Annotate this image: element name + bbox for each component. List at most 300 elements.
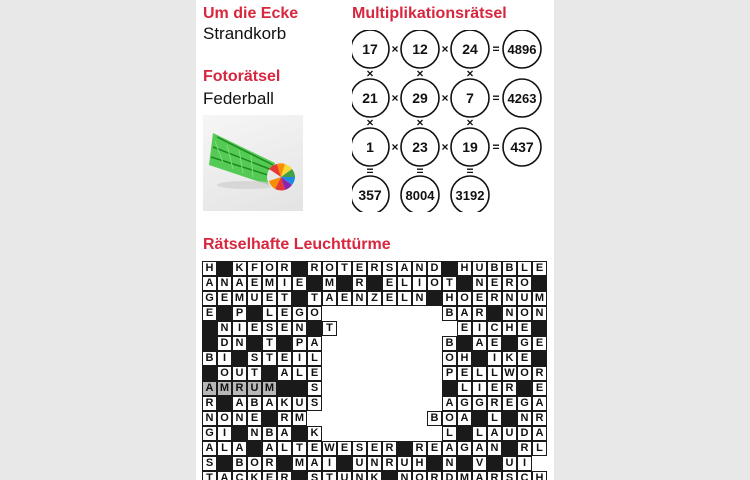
fotoraetsel-title: Fotorätsel [203, 68, 281, 85]
grid-letter-cell: E [532, 336, 547, 351]
grid-letter-cell: R [277, 411, 292, 426]
grid-letter-cell: I [322, 456, 337, 471]
grid-black-cell [277, 381, 292, 396]
grid-letter-cell: A [457, 306, 472, 321]
grid-letter-cell: I [517, 456, 532, 471]
grid-letter-cell: N [517, 411, 532, 426]
equals-sign: = [466, 164, 474, 178]
grid-black-cell [472, 351, 487, 366]
grid-black-cell [487, 456, 502, 471]
grid-letter-cell: N [247, 426, 262, 441]
grid-letter-cell: O [217, 411, 232, 426]
grid-black-cell [502, 441, 517, 456]
shuttlecock-photo [203, 115, 303, 211]
grid-letter-cell: R [367, 261, 382, 276]
grid-black-cell [277, 336, 292, 351]
grid-letter-cell: S [502, 471, 517, 480]
grid-letter-cell: E [382, 291, 397, 306]
grid-letter-cell: U [397, 456, 412, 471]
grid-letter-cell: U [517, 291, 532, 306]
grid-letter-cell: G [202, 291, 217, 306]
grid-letter-cell: R [232, 381, 247, 396]
grid-black-cell [472, 411, 487, 426]
grid-letter-cell: H [457, 261, 472, 276]
grid-letter-cell: R [382, 456, 397, 471]
grid-black-cell [367, 276, 382, 291]
equals-sign: = [492, 140, 500, 154]
grid-letter-cell: O [307, 306, 322, 321]
grid-letter-cell: O [427, 276, 442, 291]
mult-result-c1: 8004 [405, 188, 435, 203]
mult-value-r0c3: 4896 [507, 42, 537, 57]
grid-letter-cell: N [532, 306, 547, 321]
grid-letter-cell: T [337, 261, 352, 276]
grid-letter-cell: E [427, 441, 442, 456]
mult-value-r0c0: 17 [362, 41, 378, 57]
grid-black-cell [427, 291, 442, 306]
grid-letter-cell: K [502, 351, 517, 366]
grid-letter-cell: A [397, 261, 412, 276]
grid-letter-cell: E [337, 291, 352, 306]
grid-letter-cell: D [517, 426, 532, 441]
grid-letter-cell: I [217, 351, 232, 366]
grid-letter-cell: M [262, 381, 277, 396]
grid-letter-cell: U [247, 381, 262, 396]
grid-letter-cell: N [352, 291, 367, 306]
grid-letter-cell: A [202, 276, 217, 291]
grid-letter-cell: M [322, 276, 337, 291]
grid-letter-cell: N [502, 306, 517, 321]
mult-value-r2c1: 23 [412, 139, 428, 155]
grid-letter-cell: M [217, 381, 232, 396]
grid-black-cell [457, 426, 472, 441]
times-sign: × [416, 66, 424, 81]
grid-letter-cell: E [517, 351, 532, 366]
grid-letter-cell: T [277, 291, 292, 306]
grid-letter-cell: R [427, 471, 442, 480]
times-sign: × [466, 115, 474, 130]
grid-letter-cell: L [517, 261, 532, 276]
grid-letter-cell: M [292, 411, 307, 426]
grid-black-cell [532, 276, 547, 291]
grid-black-cell [532, 351, 547, 366]
grid-letter-cell: B [232, 456, 247, 471]
grid-letter-cell: N [367, 456, 382, 471]
grid-black-cell [217, 306, 232, 321]
grid-letter-cell: S [202, 456, 217, 471]
times-sign: × [391, 91, 399, 105]
grid-letter-cell: H [532, 471, 547, 480]
equals-sign: = [492, 91, 500, 105]
grid-letter-cell: R [277, 471, 292, 480]
grid-letter-cell: R [202, 396, 217, 411]
grid-letter-cell: I [292, 351, 307, 366]
grid-letter-cell: A [472, 471, 487, 480]
grid-letter-cell: G [202, 426, 217, 441]
grid-letter-cell: M [232, 291, 247, 306]
times-sign: × [441, 140, 449, 154]
grid-letter-cell: M [292, 456, 307, 471]
grid-letter-cell: D [427, 261, 442, 276]
grid-letter-cell: L [487, 411, 502, 426]
times-sign: × [391, 42, 399, 56]
grid-letter-cell: A [232, 396, 247, 411]
grid-letter-cell: E [337, 441, 352, 456]
grid-letter-cell: S [352, 441, 367, 456]
grid-letter-cell: N [412, 261, 427, 276]
grid-letter-cell: E [367, 441, 382, 456]
times-sign: × [366, 115, 374, 130]
grid-letter-cell: W [502, 366, 517, 381]
grid-black-cell [292, 291, 307, 306]
grid-letter-cell: A [277, 366, 292, 381]
grid-letter-cell: O [247, 456, 262, 471]
grid-letter-cell: B [202, 351, 217, 366]
grid-letter-cell: G [472, 396, 487, 411]
grid-letter-cell: E [457, 321, 472, 336]
grid-letter-cell: A [277, 426, 292, 441]
times-sign: × [366, 66, 374, 81]
grid-letter-cell: I [232, 321, 247, 336]
times-sign: × [416, 115, 424, 130]
grid-letter-cell: E [277, 306, 292, 321]
grid-letter-cell: N [472, 276, 487, 291]
grid-letter-cell: L [292, 366, 307, 381]
grid-letter-cell: U [352, 456, 367, 471]
grid-black-cell [442, 261, 457, 276]
grid-letter-cell: R [307, 261, 322, 276]
grid-letter-cell: E [487, 381, 502, 396]
grid-letter-cell: N [232, 411, 247, 426]
grid-letter-cell: R [487, 396, 502, 411]
puzzle-page [196, 0, 554, 480]
grid-letter-cell: T [307, 291, 322, 306]
grid-letter-cell: A [202, 441, 217, 456]
mult-result-c2: 3192 [455, 188, 485, 203]
grid-letter-cell: A [532, 396, 547, 411]
grid-letter-cell: V [472, 456, 487, 471]
grid-letter-cell: B [262, 426, 277, 441]
grid-letter-cell: B [487, 261, 502, 276]
grid-letter-cell: P [292, 336, 307, 351]
grid-letter-cell: E [382, 276, 397, 291]
grid-letter-cell: L [277, 441, 292, 456]
grid-letter-cell: M [532, 291, 547, 306]
grid-letter-cell: A [322, 291, 337, 306]
grid-letter-cell: O [322, 261, 337, 276]
mult-value-r1c3: 4263 [507, 91, 537, 106]
grid-letter-cell: O [442, 411, 457, 426]
grid-letter-cell: Z [367, 291, 382, 306]
grid-black-cell [232, 426, 247, 441]
grid-letter-cell: L [532, 441, 547, 456]
grid-letter-cell: N [217, 276, 232, 291]
mult-value-r0c1: 12 [412, 41, 428, 57]
grid-black-cell [247, 306, 262, 321]
grid-letter-cell: N [202, 411, 217, 426]
grid-letter-cell: T [442, 276, 457, 291]
grid-letter-cell: K [367, 471, 382, 480]
grid-letter-cell: O [517, 276, 532, 291]
grid-letter-cell: B [442, 306, 457, 321]
grid-letter-cell: W [322, 441, 337, 456]
grid-letter-cell: G [457, 441, 472, 456]
grid-letter-cell: F [247, 261, 262, 276]
grid-letter-cell: H [202, 261, 217, 276]
um-die-ecke-answer: Strandkorb [203, 24, 287, 43]
grid-letter-cell: M [262, 276, 277, 291]
grid-letter-cell: S [382, 261, 397, 276]
grid-letter-cell: E [352, 261, 367, 276]
grid-letter-cell: O [517, 306, 532, 321]
mult-value-r1c2: 7 [466, 90, 474, 106]
grid-letter-cell: R [502, 276, 517, 291]
grid-black-cell [262, 366, 277, 381]
grid-letter-cell: U [502, 426, 517, 441]
grid-letter-cell: E [262, 291, 277, 306]
grid-black-cell [202, 321, 217, 336]
grid-letter-cell: L [397, 276, 412, 291]
grid-letter-cell: S [307, 471, 322, 480]
grid-letter-cell: R [532, 366, 547, 381]
grid-letter-cell: U [337, 471, 352, 480]
grid-letter-cell: K [247, 471, 262, 480]
grid-black-cell [217, 396, 232, 411]
grid-letter-cell: L [487, 366, 502, 381]
grid-black-cell [337, 276, 352, 291]
grid-black-cell [292, 261, 307, 276]
times-sign: × [466, 66, 474, 81]
times-sign: × [441, 91, 449, 105]
grid-letter-cell: A [307, 336, 322, 351]
grid-letter-cell: L [307, 351, 322, 366]
grid-letter-cell: I [217, 426, 232, 441]
grid-black-cell [292, 471, 307, 480]
mult-value-r2c2: 19 [462, 139, 478, 155]
grid-letter-cell: R [262, 456, 277, 471]
grid-letter-cell: N [487, 441, 502, 456]
grid-letter-cell: N [412, 291, 427, 306]
grid-letter-cell: C [517, 471, 532, 480]
grid-letter-cell: O [442, 351, 457, 366]
grid-black-cell [202, 336, 217, 351]
grid-black-cell [262, 411, 277, 426]
grid-letter-cell: A [487, 426, 502, 441]
mult-value-r2c0: 1 [366, 139, 374, 155]
grid-letter-cell: K [307, 426, 322, 441]
grid-black-cell [457, 276, 472, 291]
grid-letter-cell: B [502, 261, 517, 276]
grid-letter-cell: L [397, 291, 412, 306]
grid-letter-cell: C [487, 321, 502, 336]
grid-letter-cell: E [262, 471, 277, 480]
grid-letter-cell: G [517, 336, 532, 351]
grid-letter-cell: E [217, 291, 232, 306]
grid-letter-cell: D [442, 471, 457, 480]
grid-black-cell [442, 381, 457, 396]
grid-letter-cell: K [232, 261, 247, 276]
grid-letter-cell: H [457, 351, 472, 366]
grid-letter-cell: I [472, 321, 487, 336]
grid-letter-cell: U [472, 261, 487, 276]
grid-black-cell [457, 456, 472, 471]
grid-black-cell [307, 321, 322, 336]
grid-letter-cell: U [247, 291, 262, 306]
mult-result-c0: 357 [358, 187, 382, 203]
grid-letter-cell: B [442, 336, 457, 351]
grid-letter-cell: A [442, 441, 457, 456]
grid-black-cell [487, 306, 502, 321]
grid-letter-cell: E [247, 276, 262, 291]
grid-letter-cell: R [487, 291, 502, 306]
mult-value-r1c1: 29 [412, 90, 428, 106]
grid-letter-cell: H [412, 456, 427, 471]
grid-letter-cell: S [262, 321, 277, 336]
grid-black-cell [217, 456, 232, 471]
grid-letter-cell: E [247, 321, 262, 336]
grid-letter-cell: A [232, 276, 247, 291]
grid-letter-cell: D [217, 336, 232, 351]
grid-letter-cell: E [307, 366, 322, 381]
grid-letter-cell: I [472, 381, 487, 396]
grid-letter-cell: N [217, 321, 232, 336]
grid-letter-cell: E [307, 441, 322, 456]
grid-letter-cell: E [202, 306, 217, 321]
grid-letter-cell: R [517, 441, 532, 456]
grid-letter-cell: T [322, 471, 337, 480]
grid-letter-cell: O [217, 366, 232, 381]
grid-letter-cell: I [487, 351, 502, 366]
grid-letter-cell: N [397, 471, 412, 480]
grid-black-cell [202, 366, 217, 381]
grid-black-cell [382, 471, 397, 480]
grid-letter-cell: A [472, 441, 487, 456]
grid-letter-cell: R [352, 276, 367, 291]
grid-letter-cell: N [502, 291, 517, 306]
grid-letter-cell: E [247, 411, 262, 426]
grid-black-cell [292, 381, 307, 396]
grid-letter-cell: A [202, 381, 217, 396]
grid-letter-cell: E [502, 396, 517, 411]
grid-letter-cell: S [307, 396, 322, 411]
grid-black-cell [292, 426, 307, 441]
grid-letter-cell: M [457, 471, 472, 480]
grid-black-cell [247, 336, 262, 351]
grid-letter-cell: A [442, 396, 457, 411]
grid-letter-cell: T [292, 441, 307, 456]
equals-sign: = [416, 164, 424, 178]
grid-letter-cell: U [232, 366, 247, 381]
grid-letter-cell: E [532, 381, 547, 396]
grid-letter-cell: U [292, 396, 307, 411]
grid-black-cell [337, 456, 352, 471]
grid-letter-cell: O [457, 291, 472, 306]
grid-letter-cell: A [532, 426, 547, 441]
grid-letter-cell: O [262, 261, 277, 276]
grid-letter-cell: L [262, 306, 277, 321]
grid-letter-cell: A [472, 336, 487, 351]
leuchttuerme-title: Rätselhafte Leuchttürme [203, 236, 391, 253]
grid-letter-cell: R [532, 411, 547, 426]
grid-letter-cell: P [232, 306, 247, 321]
grid-letter-cell: N [232, 336, 247, 351]
grid-letter-cell: K [277, 396, 292, 411]
um-die-ecke-title: Um die Ecke [203, 5, 299, 22]
grid-letter-cell: N [292, 321, 307, 336]
grid-letter-cell: E [457, 366, 472, 381]
equals-sign: = [366, 164, 374, 178]
grid-letter-cell: G [292, 306, 307, 321]
mult-value-r0c2: 24 [462, 41, 478, 57]
grid-black-cell [232, 351, 247, 366]
grid-letter-cell: I [277, 276, 292, 291]
grid-black-cell [532, 321, 547, 336]
grid-letter-cell: T [247, 366, 262, 381]
grid-letter-cell: E [277, 351, 292, 366]
mult-value-r2c3: 437 [510, 139, 534, 155]
grid-black-cell [427, 456, 442, 471]
shuttlecock-icon [203, 115, 303, 211]
grid-letter-cell: G [517, 396, 532, 411]
grid-letter-cell: N [442, 456, 457, 471]
grid-letter-cell: E [517, 321, 532, 336]
grid-letter-cell: A [262, 441, 277, 456]
grid-letter-cell: R [277, 261, 292, 276]
grid-letter-cell: E [292, 276, 307, 291]
multiplikationsraetsel-title: Multiplikationsrätsel [352, 5, 507, 22]
grid-letter-cell: E [472, 291, 487, 306]
grid-letter-cell: L [472, 426, 487, 441]
grid-letter-cell: R [382, 441, 397, 456]
grid-black-cell [217, 261, 232, 276]
grid-letter-cell: B [427, 411, 442, 426]
multiplication-puzzle [352, 30, 552, 212]
grid-letter-cell: A [232, 441, 247, 456]
grid-black-cell [307, 276, 322, 291]
mult-value-r1c0: 21 [362, 90, 378, 106]
grid-letter-cell: T [262, 351, 277, 366]
grid-letter-cell: L [472, 366, 487, 381]
grid-black-cell [502, 336, 517, 351]
fotoraetsel-answer: Federball [203, 89, 274, 108]
grid-letter-cell: L [442, 426, 457, 441]
grid-black-cell [457, 336, 472, 351]
grid-black-cell [517, 381, 532, 396]
grid-letter-cell: B [247, 396, 262, 411]
grid-letter-cell: E [277, 321, 292, 336]
grid-black-cell [247, 441, 262, 456]
grid-letter-cell: C [232, 471, 247, 480]
grid-letter-cell: E [487, 336, 502, 351]
grid-letter-cell: N [352, 471, 367, 480]
grid-black-cell [397, 441, 412, 456]
grid-image-area [322, 306, 427, 426]
grid-letter-cell: A [307, 456, 322, 471]
grid-letter-cell: R [502, 381, 517, 396]
grid-letter-cell: H [502, 321, 517, 336]
grid-letter-cell: S [307, 381, 322, 396]
grid-letter-cell: G [457, 396, 472, 411]
grid-letter-cell: E [532, 261, 547, 276]
equals-sign: = [492, 42, 500, 56]
grid-letter-cell: T [262, 336, 277, 351]
times-sign: × [441, 42, 449, 56]
times-sign: × [391, 140, 399, 154]
grid-letter-cell: H [442, 291, 457, 306]
grid-letter-cell: R [472, 306, 487, 321]
grid-letter-cell: A [457, 411, 472, 426]
grid-letter-cell: I [412, 276, 427, 291]
